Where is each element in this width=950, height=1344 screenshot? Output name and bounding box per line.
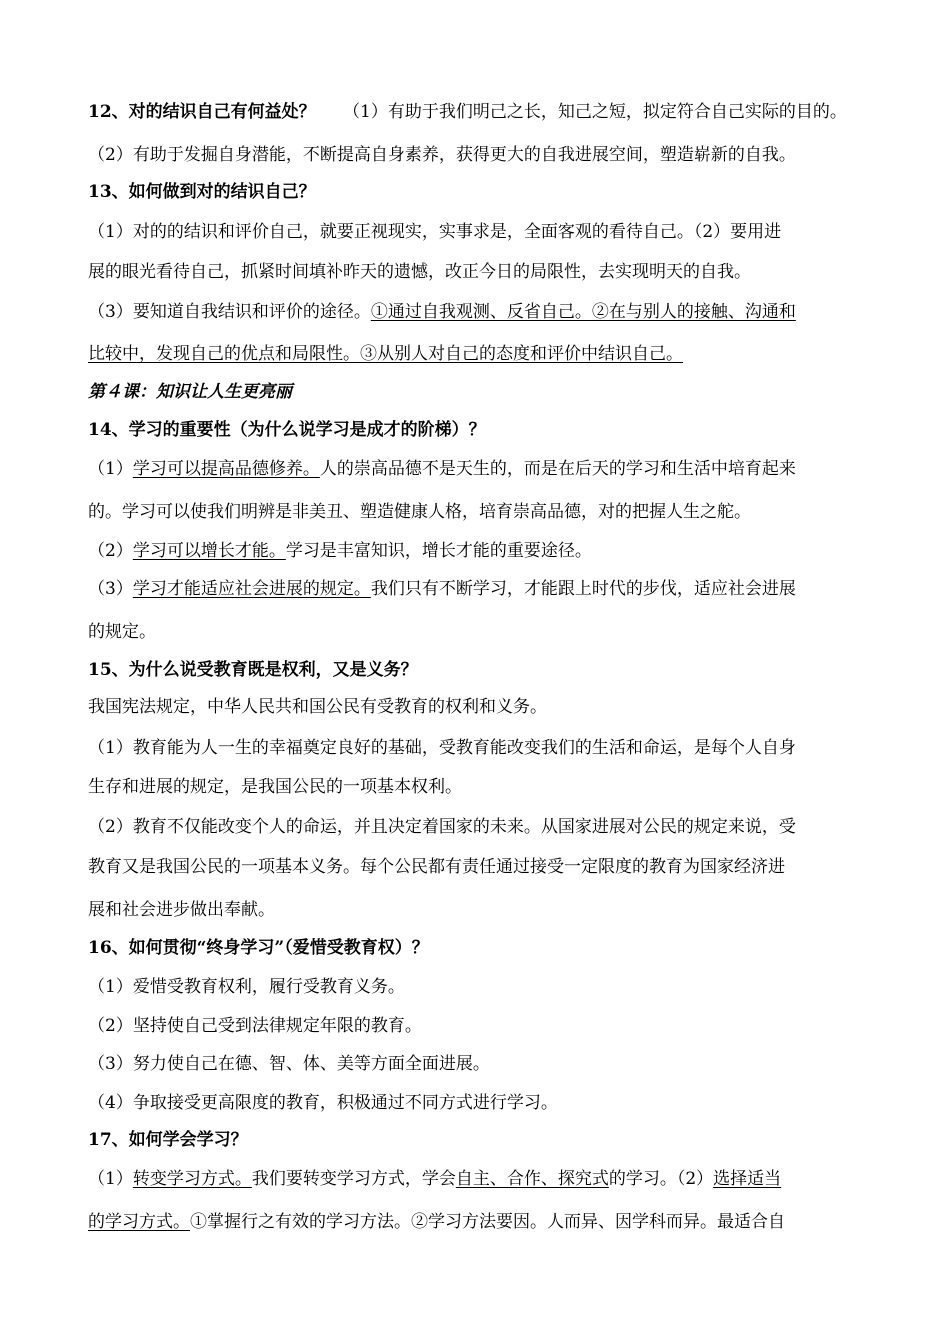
q16-line-1: （1）爱惜受教育权利，履行受教育义务。: [88, 977, 405, 997]
q17-line-2-underlined: 的学习方式。: [88, 1212, 190, 1232]
q17-line-2-rest: ①掌握行之有效的学习方法。②学习方法要因。人而异、因学科而异。最适合自: [190, 1212, 785, 1232]
q17-line-1-underlined-3: 选择适当: [713, 1169, 782, 1189]
q13-line-3-underlined: ①通过自我观测、反省自己。②在与别人的接触、沟通和: [370, 302, 796, 322]
q15-line-6: 展和社会进步做出奉献。: [88, 900, 275, 920]
q14-line-3: [88, 539, 592, 563]
q16-line-4: （4）争取接受更高限度的教育，积极通过不同方式进行学习。: [88, 1093, 558, 1113]
q14-title: 14、学习的重要性（为什么说学习是成才的阶梯）？: [88, 420, 486, 440]
q14-line-4-rest: 我们只有不断学习，才能跟上时代的步伐，适应社会进展: [370, 579, 796, 599]
q12-answer-2: （2）有助于发掘自身潜能，不断提高自身素养，获得更大的自我进展空间，塑造崭新的自我。: [88, 145, 796, 165]
lesson-4-heading: 第４课：知识让人生更亮丽: [88, 382, 292, 402]
q12-answer-1: （1）有助于我们明己之长，知己之短，拟定符合自己实际的目的。: [343, 102, 847, 122]
q17-line-1-prefix: （1）: [88, 1169, 133, 1189]
q13-title: 13、如何做到对的结识自己？: [88, 182, 316, 202]
q15-line-3: 生存和进展的规定，是我国公民的一项基本权利。: [88, 777, 462, 797]
q14-line-1-rest: 人的崇高品德不是天生的，而是在后天的学习和生活中培育起来: [319, 459, 796, 479]
q15-title: 15、为什么说受教育既是权利，又是义务？: [88, 660, 418, 680]
q14-line-1-prefix: （1）: [88, 459, 133, 479]
q14-line-4-prefix: （3）: [88, 579, 133, 599]
q14-line-5: 的规定。: [88, 622, 156, 642]
q14-line-3-prefix: （2）: [88, 541, 133, 561]
q15-line-5: 教育又是我国公民的一项基本义务。每个公民都有责任通过接受一定限度的教育为国家经济进: [88, 857, 785, 877]
q13-line-3-text: （3）要知道自我结识和评价的途径。: [88, 302, 371, 322]
q16-line-2: （2）坚持使自己受到法律规定年限的教育。: [88, 1016, 422, 1036]
q16-title: 16、如何贯彻“终身学习”（爱惜受教育权）？: [88, 938, 429, 958]
q17-line-2: [88, 1210, 785, 1234]
q15-line-1: 我国宪法规定，中华人民共和国公民有受教育的权利和义务。: [88, 697, 547, 717]
q14-line-1-underlined: 学习可以提高品德修养。: [132, 459, 320, 479]
q13-line-1: （1）对的的结识和评价自己，就要正视现实，实事求是，全面客观的看待自己。（2）要用进: [88, 222, 782, 242]
q17-line-1-rest: 的学习。（2）: [608, 1169, 714, 1189]
q13-line-3: [88, 300, 796, 324]
q14-line-3-underlined: 学习可以增长才能。: [132, 541, 286, 561]
q16-line-3: （3）努力使自己在德、智、体、美等方面全面进展。: [88, 1054, 490, 1074]
q14-line-1: [88, 457, 796, 481]
q17-line-1-underlined-1: 转变学习方式。: [132, 1169, 252, 1189]
q12-title: 12、对的结识自己有何益处？: [88, 102, 316, 122]
q17-line-1-underlined-2: 自主、合作、探究式: [455, 1169, 609, 1189]
q14-line-4: [88, 577, 796, 601]
q15-line-4: （2）教育不仅能改变个人的命运，并且决定着国家的未来。从国家进展对公民的规定来说，受: [88, 817, 796, 837]
q17-title: 17、如何学会学习？: [88, 1130, 248, 1150]
q17-line-1: [88, 1167, 781, 1191]
q15-line-2: （1）教育能为人一生的幸福奠定良好的基础，受教育能改变我们的生活和命运，是每个人自身: [88, 738, 796, 758]
q13-line-2: 展的眼光看待自己，抓紧时间填补昨天的遗憾，改正今日的局限性，去实现明天的自我。: [88, 262, 751, 282]
q14-line-4-underlined: 学习才能适应社会进展的规定。: [132, 579, 371, 599]
q14-line-2: 的。学习可以使我们明辨是非美丑、塑造健康人格，培育崇高品德，对的把握人生之舵。: [88, 502, 751, 522]
q13-line-4-underlined: 比较中，发现自己的优点和局限性。③从别人对自己的态度和评价中结识自己。: [88, 344, 683, 364]
q17-line-1-middle: 我们要转变学习方式，学会: [251, 1169, 456, 1189]
q14-line-3-rest: 学习是丰富知识，增长才能的重要途径。: [285, 541, 592, 561]
